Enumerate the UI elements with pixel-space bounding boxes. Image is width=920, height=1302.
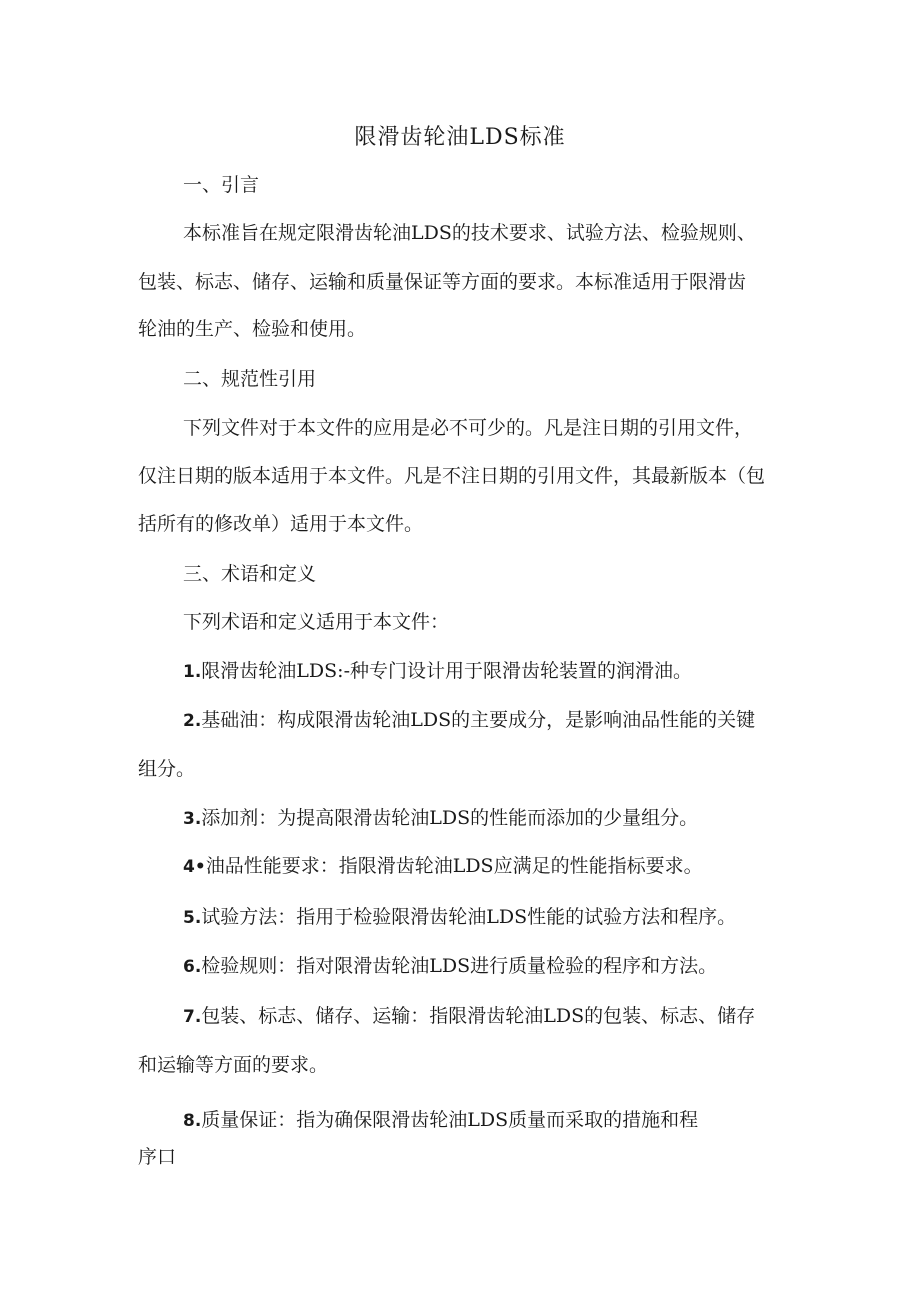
list-item-number: 7. bbox=[183, 1007, 202, 1027]
list-item bbox=[183, 851, 703, 882]
section-heading-terms: 三、术语和定义 bbox=[183, 563, 317, 585]
list-item-number: 8. bbox=[183, 1111, 202, 1131]
list-item-number: 3. bbox=[183, 809, 202, 829]
list-item-number: 2. bbox=[183, 711, 202, 731]
list-item-continuation: 组分。 bbox=[138, 758, 196, 780]
list-item-continuation: 和运输等方面的要求。 bbox=[138, 1054, 329, 1076]
list-item bbox=[183, 1105, 698, 1136]
list-item-number: 6. bbox=[183, 957, 202, 977]
paragraph-line: 轮油的生产、检验和使用。 bbox=[138, 318, 367, 340]
terms-intro: 下列术语和定义适用于本文件： bbox=[183, 611, 450, 633]
list-item-text: 添加剂：为提高限滑齿轮油LDS的性能而添加的少量组分。 bbox=[201, 807, 699, 829]
list-item-number: 4• bbox=[183, 857, 206, 877]
list-item-number: 5. bbox=[183, 908, 202, 928]
list-item-continuation: 序口 bbox=[138, 1146, 177, 1168]
list-item bbox=[183, 705, 755, 736]
document-title: 限滑齿轮油LDS标准 bbox=[354, 125, 566, 150]
list-item bbox=[183, 803, 698, 834]
list-item bbox=[183, 902, 736, 933]
paragraph-line: 包装、标志、储存、运输和质量保证等方面的要求。本标准适用于限滑齿 bbox=[138, 271, 747, 293]
section-heading-normative-references: 二、规范性引用 bbox=[183, 368, 317, 390]
list-item-text: 限滑齿轮油LDS:-种专门设计用于限滑齿轮装置的润滑油。 bbox=[201, 660, 692, 682]
list-item-text: 质量保证：指为确保限滑齿轮油LDS质量而采取的措施和程 bbox=[201, 1109, 699, 1131]
list-item-number: 1. bbox=[183, 662, 202, 682]
list-item-text: 包装、标志、储存、运输：指限滑齿轮油LDS的包装、标志、储存 bbox=[201, 1005, 756, 1027]
list-item bbox=[183, 656, 692, 687]
list-item-text: 检验规则：指对限滑齿轮油LDS进行质量检验的程序和方法。 bbox=[201, 955, 718, 977]
paragraph-line: 本标准旨在规定限滑齿轮油LDS的技术要求、试验方法、检验规则、 bbox=[183, 222, 756, 244]
list-item-text: 基础油：构成限滑齿轮油LDS的主要成分，是影响油品性能的关键 bbox=[201, 709, 756, 731]
paragraph-line: 下列文件对于本文件的应用是必不可少的。凡是注日期的引用文件， bbox=[183, 417, 754, 439]
section-heading-intro: 一、引言 bbox=[183, 174, 260, 196]
list-item-text: 试验方法：指用于检验限滑齿轮油LDS性能的试验方法和程序。 bbox=[201, 906, 737, 928]
list-item-text: 油品性能要求：指限滑齿轮油LDS应满足的性能指标要求。 bbox=[205, 855, 703, 877]
list-item bbox=[183, 1001, 755, 1032]
paragraph-line: 括所有的修改单）适用于本文件。 bbox=[138, 513, 424, 535]
list-item bbox=[183, 951, 717, 982]
paragraph-line: 仅注日期的版本适用于本文件。凡是不注日期的引用文件，其最新版本（包 bbox=[138, 465, 766, 487]
